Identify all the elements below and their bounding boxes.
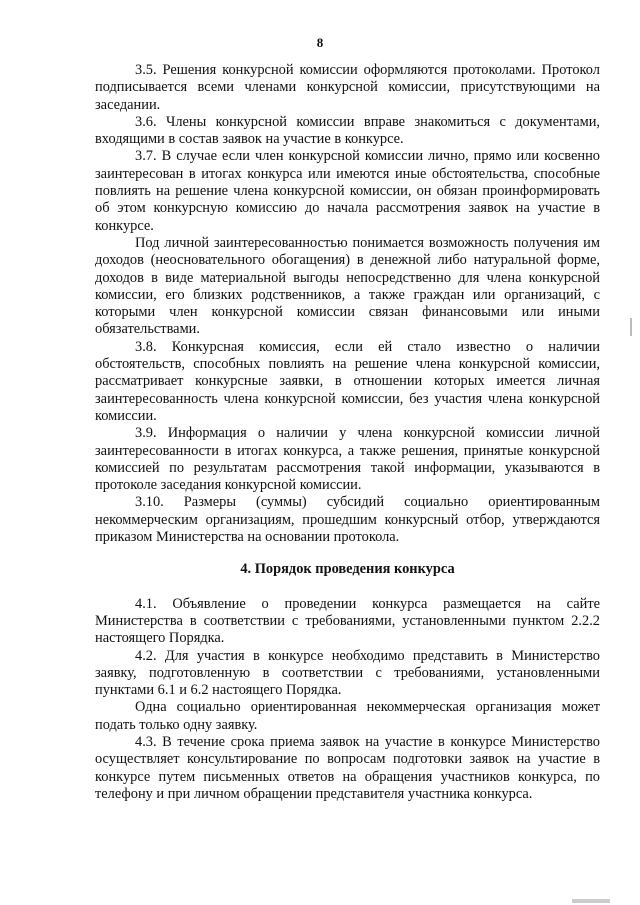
paragraph-4-2: 4.2. Для участия в конкурсе необходимо представить в Министерство заявку, подготовленную в соответствии с требованиями, установленными пунктами 6.1 и 6.2 настоящего Порядка. <box>95 647 600 699</box>
paragraph-3-10: 3.10. Размеры (суммы) субсидий социально ориентированным некоммерческим организациям, прошедшим конкурсный отбор, утверждаются приказом Министерства на основании протокола. <box>95 494 600 546</box>
paragraph-3-7-definition: Под личной заинтересованностью понимается возможность получения им доходов (неосновательного обогащения) в денежной либо натуральной форме, доходов в виде материальной выгоды непосредственно для члена конкурсной комиссии, его близких родственников, а также граждан или организаций, с которыми член конкурсной комиссии связан финансовыми или иными обязательствами. <box>95 234 600 338</box>
section-heading-4: 4. Порядок проведения конкурса <box>240 561 455 578</box>
paragraph-4-2-note: Одна социально ориентированная некоммерческая организация может подать только одну заявку. <box>95 699 600 733</box>
page-number: 8 <box>316 35 324 50</box>
paragraph-4-3: 4.3. В течение срока приема заявок на участие в конкурсе Министерство осуществляет консультирование по вопросам подготовки заявок на участие в конкурсе путем письменных ответов на обращения участников конкурса, по телефону и при личном обращении представителя участника конкурса. <box>95 733 600 802</box>
paragraph-3-8: 3.8. Конкурсная комиссия, если ей стало известно о наличии обстоятельств, способных повлиять на решение члена конкурсной комиссии, рассматривает конкурсные заявки, в отношении которых имеется личная заинтересованность члена конкурсной комиссии, без участия члена конкурсной комиссии. <box>95 338 600 424</box>
paragraph-3-5: 3.5. Решения конкурсной комиссии оформляются протоколами. Протокол подписывается всеми членами конкурсной комиссии, присутствующими на заседании. <box>95 62 600 113</box>
paragraph-4-1: 4.1. Объявление о проведении конкурса размещается на сайте Министерства в соответствии с требованиями, установленными пунктом 2.2.2 настоящего Порядка. <box>95 595 600 647</box>
paragraph-3-7: 3.7. В случае если член конкурсной комиссии лично, прямо или косвенно заинтересован в итогах конкурса или имеются иные обстоятельства, способные повлиять на решение члена конкурсной комиссии, он обязан проинформировать об этом конкурсную комиссию до начала рассмотрения заявок на участие в конкурсе. <box>95 148 600 234</box>
paragraph-3-9: 3.9. Информация о наличии у члена конкурсной комиссии личной заинтересованности в итогах конкурса, а также решения, принятые конкурсной комиссией по результатам рассмотрения такой информации, указываются в протоколе заседания конкурсной комиссии. <box>95 425 600 494</box>
scan-bottom-mark <box>572 899 610 903</box>
paragraph-3-6: 3.6. Члены конкурсной комиссии вправе знакомиться с документами, входящими в состав заявок на участие в конкурсе. <box>95 113 600 148</box>
document-body <box>95 62 600 803</box>
scan-margin-mark <box>630 318 632 336</box>
